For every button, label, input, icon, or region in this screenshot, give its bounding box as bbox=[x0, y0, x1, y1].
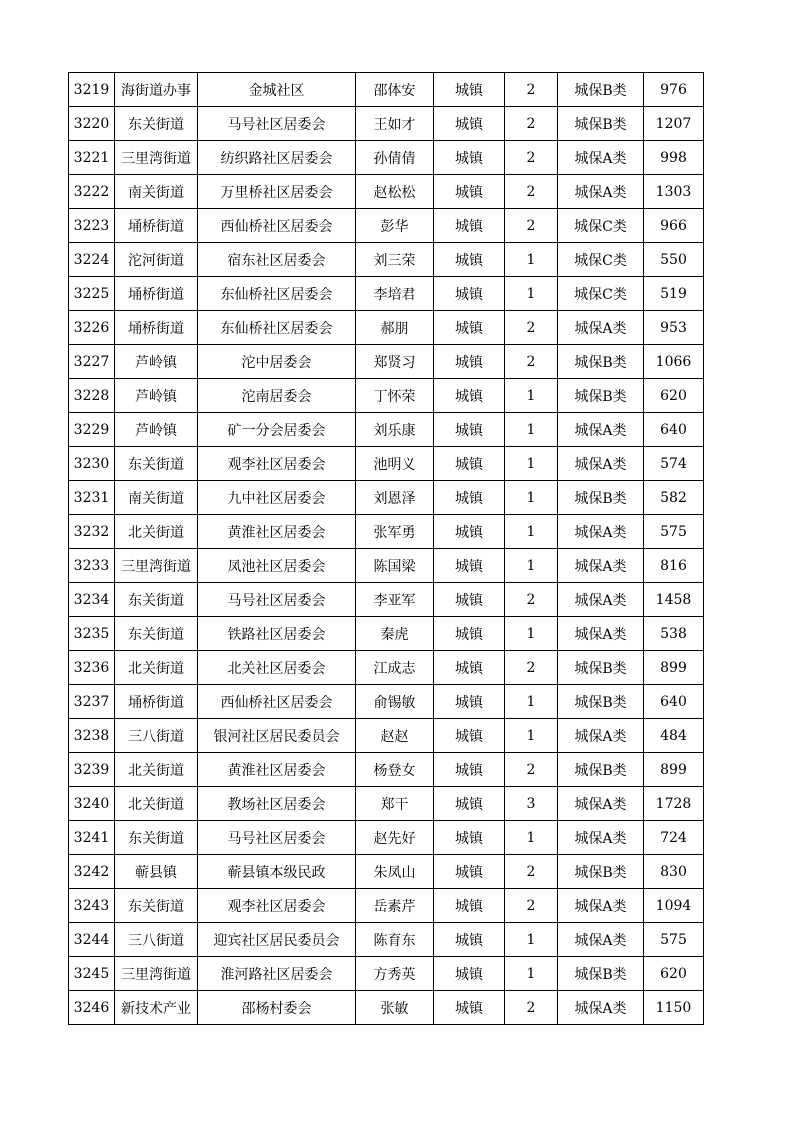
cell-amount: 538 bbox=[644, 617, 704, 651]
cell-community: 迎宾社区居民委员会 bbox=[198, 923, 356, 957]
cell-member-count: 1 bbox=[505, 821, 558, 855]
table-row bbox=[69, 481, 704, 515]
cell-id: 3221 bbox=[69, 141, 115, 175]
cell-member-count: 1 bbox=[505, 481, 558, 515]
cell-category: 城保B类 bbox=[558, 73, 644, 107]
cell-household-type: 城镇 bbox=[434, 923, 505, 957]
cell-name: 赵赵 bbox=[356, 719, 434, 753]
cell-member-count: 2 bbox=[505, 991, 558, 1025]
table-row bbox=[69, 345, 704, 379]
cell-name: 李亚军 bbox=[356, 583, 434, 617]
cell-street: 东关街道 bbox=[115, 583, 198, 617]
cell-street: 东关街道 bbox=[115, 107, 198, 141]
cell-name: 杨登女 bbox=[356, 753, 434, 787]
cell-household-type: 城镇 bbox=[434, 753, 505, 787]
table-row bbox=[69, 957, 704, 991]
cell-amount: 484 bbox=[644, 719, 704, 753]
table-row bbox=[69, 73, 704, 107]
table-row bbox=[69, 379, 704, 413]
cell-amount: 1303 bbox=[644, 175, 704, 209]
cell-community: 邵杨村委会 bbox=[198, 991, 356, 1025]
table-row bbox=[69, 447, 704, 481]
cell-category: 城保A类 bbox=[558, 889, 644, 923]
cell-name: 赵先好 bbox=[356, 821, 434, 855]
cell-id: 3245 bbox=[69, 957, 115, 991]
cell-category: 城保B类 bbox=[558, 481, 644, 515]
cell-street: 北关街道 bbox=[115, 651, 198, 685]
cell-id: 3230 bbox=[69, 447, 115, 481]
cell-name: 方秀英 bbox=[356, 957, 434, 991]
cell-amount: 620 bbox=[644, 379, 704, 413]
cell-amount: 620 bbox=[644, 957, 704, 991]
cell-household-type: 城镇 bbox=[434, 889, 505, 923]
cell-name: 陈育东 bbox=[356, 923, 434, 957]
cell-amount: 582 bbox=[644, 481, 704, 515]
cell-community: 黄淮社区居委会 bbox=[198, 753, 356, 787]
cell-amount: 899 bbox=[644, 651, 704, 685]
cell-name: 彭华 bbox=[356, 209, 434, 243]
cell-id: 3227 bbox=[69, 345, 115, 379]
cell-name: 岳素芹 bbox=[356, 889, 434, 923]
table-row bbox=[69, 685, 704, 719]
cell-id: 3222 bbox=[69, 175, 115, 209]
cell-street: 蕲县镇 bbox=[115, 855, 198, 889]
cell-category: 城保A类 bbox=[558, 617, 644, 651]
cell-street: 埇桥街道 bbox=[115, 209, 198, 243]
cell-household-type: 城镇 bbox=[434, 617, 505, 651]
cell-member-count: 1 bbox=[505, 379, 558, 413]
cell-street: 东关街道 bbox=[115, 617, 198, 651]
cell-street: 三里湾街道 bbox=[115, 957, 198, 991]
cell-member-count: 1 bbox=[505, 923, 558, 957]
cell-amount: 899 bbox=[644, 753, 704, 787]
cell-member-count: 1 bbox=[505, 685, 558, 719]
cell-name: 池明义 bbox=[356, 447, 434, 481]
cell-category: 城保A类 bbox=[558, 583, 644, 617]
cell-category: 城保A类 bbox=[558, 447, 644, 481]
cell-amount: 1066 bbox=[644, 345, 704, 379]
cell-id: 3238 bbox=[69, 719, 115, 753]
table-row bbox=[69, 753, 704, 787]
cell-street: 沱河街道 bbox=[115, 243, 198, 277]
cell-household-type: 城镇 bbox=[434, 685, 505, 719]
cell-member-count: 2 bbox=[505, 141, 558, 175]
table-row bbox=[69, 209, 704, 243]
cell-member-count: 1 bbox=[505, 957, 558, 991]
cell-street: 埇桥街道 bbox=[115, 311, 198, 345]
roster-table bbox=[68, 72, 704, 1025]
cell-name: 秦虎 bbox=[356, 617, 434, 651]
cell-amount: 574 bbox=[644, 447, 704, 481]
cell-category: 城保B类 bbox=[558, 685, 644, 719]
table-row bbox=[69, 787, 704, 821]
cell-amount: 976 bbox=[644, 73, 704, 107]
cell-street: 三里湾街道 bbox=[115, 549, 198, 583]
cell-category: 城保B类 bbox=[558, 957, 644, 991]
cell-street: 三里湾街道 bbox=[115, 141, 198, 175]
cell-amount: 1728 bbox=[644, 787, 704, 821]
cell-household-type: 城镇 bbox=[434, 719, 505, 753]
cell-id: 3234 bbox=[69, 583, 115, 617]
cell-amount: 998 bbox=[644, 141, 704, 175]
cell-name: 张敏 bbox=[356, 991, 434, 1025]
cell-name: 江成志 bbox=[356, 651, 434, 685]
cell-community: 黄淮社区居委会 bbox=[198, 515, 356, 549]
cell-name: 邵体安 bbox=[356, 73, 434, 107]
cell-household-type: 城镇 bbox=[434, 821, 505, 855]
cell-category: 城保A类 bbox=[558, 719, 644, 753]
cell-member-count: 1 bbox=[505, 243, 558, 277]
cell-id: 3228 bbox=[69, 379, 115, 413]
cell-name: 郑贤习 bbox=[356, 345, 434, 379]
table-row bbox=[69, 651, 704, 685]
table-row bbox=[69, 991, 704, 1025]
table-row bbox=[69, 719, 704, 753]
cell-street: 三八街道 bbox=[115, 719, 198, 753]
cell-name: 刘三荣 bbox=[356, 243, 434, 277]
cell-street-text: 新技术产业 bbox=[121, 1000, 191, 1017]
cell-street: 东关街道 bbox=[115, 889, 198, 923]
cell-category: 城保A类 bbox=[558, 311, 644, 345]
cell-member-count: 2 bbox=[505, 175, 558, 209]
cell-category: 城保C类 bbox=[558, 209, 644, 243]
cell-household-type: 城镇 bbox=[434, 447, 505, 481]
table-row bbox=[69, 889, 704, 923]
cell-id: 3242 bbox=[69, 855, 115, 889]
cell-category: 城保C类 bbox=[558, 243, 644, 277]
table-row bbox=[69, 583, 704, 617]
cell-id: 3243 bbox=[69, 889, 115, 923]
table-row bbox=[69, 243, 704, 277]
table-row bbox=[69, 141, 704, 175]
cell-community: 万里桥社区居委会 bbox=[198, 175, 356, 209]
cell-member-count: 1 bbox=[505, 277, 558, 311]
cell-member-count: 2 bbox=[505, 651, 558, 685]
cell-id: 3244 bbox=[69, 923, 115, 957]
cell-name: 丁怀荣 bbox=[356, 379, 434, 413]
cell-amount: 1094 bbox=[644, 889, 704, 923]
table-row bbox=[69, 821, 704, 855]
cell-id: 3224 bbox=[69, 243, 115, 277]
cell-category: 城保B类 bbox=[558, 855, 644, 889]
cell-household-type: 城镇 bbox=[434, 515, 505, 549]
cell-member-count: 1 bbox=[505, 447, 558, 481]
table-row bbox=[69, 855, 704, 889]
roster-table-container bbox=[68, 72, 704, 1025]
table-row bbox=[69, 515, 704, 549]
cell-amount: 640 bbox=[644, 685, 704, 719]
cell-household-type: 城镇 bbox=[434, 243, 505, 277]
cell-community: 马号社区居委会 bbox=[198, 583, 356, 617]
cell-amount: 816 bbox=[644, 549, 704, 583]
cell-community: 观李社区居委会 bbox=[198, 889, 356, 923]
cell-member-count: 2 bbox=[505, 583, 558, 617]
cell-member-count: 1 bbox=[505, 413, 558, 447]
cell-street bbox=[115, 73, 198, 107]
cell-amount: 1458 bbox=[644, 583, 704, 617]
cell-community: 银河社区居民委员会 bbox=[198, 719, 356, 753]
cell-community: 沱中居委会 bbox=[198, 345, 356, 379]
cell-id: 3223 bbox=[69, 209, 115, 243]
cell-category: 城保B类 bbox=[558, 107, 644, 141]
cell-community: 纺织路社区居委会 bbox=[198, 141, 356, 175]
cell-community: 凤池社区居委会 bbox=[198, 549, 356, 583]
cell-household-type: 城镇 bbox=[434, 175, 505, 209]
table-row bbox=[69, 107, 704, 141]
cell-category: 城保A类 bbox=[558, 515, 644, 549]
cell-street: 北关街道 bbox=[115, 515, 198, 549]
cell-street: 北关街道 bbox=[115, 753, 198, 787]
cell-household-type: 城镇 bbox=[434, 481, 505, 515]
cell-name: 张军勇 bbox=[356, 515, 434, 549]
cell-name: 王如才 bbox=[356, 107, 434, 141]
cell-street: 东关街道 bbox=[115, 821, 198, 855]
cell-name: 俞锡敏 bbox=[356, 685, 434, 719]
table-row bbox=[69, 617, 704, 651]
cell-name: 陈国梁 bbox=[356, 549, 434, 583]
cell-amount: 830 bbox=[644, 855, 704, 889]
cell-name: 朱凤山 bbox=[356, 855, 434, 889]
cell-community: 北关社区居委会 bbox=[198, 651, 356, 685]
cell-name: 孙倩倩 bbox=[356, 141, 434, 175]
cell-member-count: 2 bbox=[505, 345, 558, 379]
cell-community: 金城社区 bbox=[198, 73, 356, 107]
cell-community: 西仙桥社区居委会 bbox=[198, 685, 356, 719]
cell-member-count: 3 bbox=[505, 787, 558, 821]
cell-id: 3233 bbox=[69, 549, 115, 583]
cell-category: 城保A类 bbox=[558, 413, 644, 447]
cell-amount: 1150 bbox=[644, 991, 704, 1025]
cell-amount: 1207 bbox=[644, 107, 704, 141]
cell-amount: 575 bbox=[644, 515, 704, 549]
cell-name: 赵松松 bbox=[356, 175, 434, 209]
cell-name: 李培君 bbox=[356, 277, 434, 311]
cell-category: 城保A类 bbox=[558, 787, 644, 821]
cell-household-type: 城镇 bbox=[434, 379, 505, 413]
cell-id: 3236 bbox=[69, 651, 115, 685]
cell-household-type: 城镇 bbox=[434, 209, 505, 243]
cell-amount: 966 bbox=[644, 209, 704, 243]
cell-community: 西仙桥社区居委会 bbox=[198, 209, 356, 243]
cell-member-count: 2 bbox=[505, 855, 558, 889]
cell-category: 城保B类 bbox=[558, 753, 644, 787]
cell-member-count: 2 bbox=[505, 209, 558, 243]
cell-id: 3246 bbox=[69, 991, 115, 1025]
cell-category: 城保B类 bbox=[558, 379, 644, 413]
cell-category: 城保A类 bbox=[558, 141, 644, 175]
table-row bbox=[69, 413, 704, 447]
cell-street: 芦岭镇 bbox=[115, 413, 198, 447]
table-row bbox=[69, 923, 704, 957]
cell-name: 刘恩泽 bbox=[356, 481, 434, 515]
cell-household-type: 城镇 bbox=[434, 311, 505, 345]
cell-id: 3235 bbox=[69, 617, 115, 651]
cell-amount: 953 bbox=[644, 311, 704, 345]
cell-member-count: 2 bbox=[505, 107, 558, 141]
table-row bbox=[69, 549, 704, 583]
cell-category: 城保A类 bbox=[558, 923, 644, 957]
cell-household-type: 城镇 bbox=[434, 787, 505, 821]
cell-category: 城保B类 bbox=[558, 345, 644, 379]
cell-community: 蕲县镇本级民政 bbox=[198, 855, 356, 889]
cell-amount: 724 bbox=[644, 821, 704, 855]
cell-category: 城保C类 bbox=[558, 277, 644, 311]
cell-member-count: 2 bbox=[505, 73, 558, 107]
cell-street: 三八街道 bbox=[115, 923, 198, 957]
cell-id: 3225 bbox=[69, 277, 115, 311]
cell-household-type: 城镇 bbox=[434, 583, 505, 617]
cell-category: 城保A类 bbox=[558, 821, 644, 855]
cell-household-type: 城镇 bbox=[434, 345, 505, 379]
cell-household-type: 城镇 bbox=[434, 107, 505, 141]
cell-household-type: 城镇 bbox=[434, 855, 505, 889]
cell-id: 3229 bbox=[69, 413, 115, 447]
cell-community: 九中社区居委会 bbox=[198, 481, 356, 515]
cell-household-type: 城镇 bbox=[434, 549, 505, 583]
cell-household-type: 城镇 bbox=[434, 73, 505, 107]
cell-street: 埇桥街道 bbox=[115, 277, 198, 311]
cell-community: 东仙桥社区居委会 bbox=[198, 277, 356, 311]
cell-community: 铁路社区居委会 bbox=[198, 617, 356, 651]
cell-id: 3220 bbox=[69, 107, 115, 141]
cell-member-count: 1 bbox=[505, 617, 558, 651]
cell-community: 观李社区居委会 bbox=[198, 447, 356, 481]
cell-household-type: 城镇 bbox=[434, 651, 505, 685]
cell-category: 城保A类 bbox=[558, 549, 644, 583]
table-body bbox=[69, 73, 704, 1025]
cell-member-count: 2 bbox=[505, 889, 558, 923]
table-row bbox=[69, 175, 704, 209]
cell-community: 教场社区居委会 bbox=[198, 787, 356, 821]
cell-community: 马号社区居委会 bbox=[198, 821, 356, 855]
cell-street: 芦岭镇 bbox=[115, 379, 198, 413]
cell-member-count: 2 bbox=[505, 311, 558, 345]
cell-amount: 640 bbox=[644, 413, 704, 447]
cell-household-type: 城镇 bbox=[434, 413, 505, 447]
cell-street: 南关街道 bbox=[115, 481, 198, 515]
cell-name: 郝朋 bbox=[356, 311, 434, 345]
cell-id: 3219 bbox=[69, 73, 115, 107]
cell-category: 城保A类 bbox=[558, 175, 644, 209]
cell-category: 城保A类 bbox=[558, 991, 644, 1025]
cell-street bbox=[115, 991, 198, 1025]
cell-id: 3231 bbox=[69, 481, 115, 515]
cell-id: 3237 bbox=[69, 685, 115, 719]
cell-amount: 519 bbox=[644, 277, 704, 311]
cell-id: 3232 bbox=[69, 515, 115, 549]
cell-name: 刘乐康 bbox=[356, 413, 434, 447]
cell-household-type: 城镇 bbox=[434, 957, 505, 991]
cell-street: 南关街道 bbox=[115, 175, 198, 209]
cell-community: 宿东社区居委会 bbox=[198, 243, 356, 277]
cell-category: 城保B类 bbox=[558, 651, 644, 685]
cell-id: 3239 bbox=[69, 753, 115, 787]
cell-community: 淮河路社区居委会 bbox=[198, 957, 356, 991]
cell-street: 芦岭镇 bbox=[115, 345, 198, 379]
cell-community: 矿一分会居委会 bbox=[198, 413, 356, 447]
cell-id: 3241 bbox=[69, 821, 115, 855]
table-row bbox=[69, 277, 704, 311]
cell-street-text: 海街道办事 bbox=[121, 82, 191, 99]
cell-community: 沱南居委会 bbox=[198, 379, 356, 413]
cell-household-type: 城镇 bbox=[434, 991, 505, 1025]
cell-member-count: 1 bbox=[505, 719, 558, 753]
cell-name: 郑干 bbox=[356, 787, 434, 821]
cell-id: 3240 bbox=[69, 787, 115, 821]
cell-community: 东仙桥社区居委会 bbox=[198, 311, 356, 345]
cell-amount: 550 bbox=[644, 243, 704, 277]
cell-household-type: 城镇 bbox=[434, 141, 505, 175]
cell-community: 马号社区居委会 bbox=[198, 107, 356, 141]
cell-member-count: 1 bbox=[505, 515, 558, 549]
table-row bbox=[69, 311, 704, 345]
cell-amount: 575 bbox=[644, 923, 704, 957]
cell-member-count: 1 bbox=[505, 549, 558, 583]
cell-street: 东关街道 bbox=[115, 447, 198, 481]
cell-household-type: 城镇 bbox=[434, 277, 505, 311]
cell-id: 3226 bbox=[69, 311, 115, 345]
cell-street: 北关街道 bbox=[115, 787, 198, 821]
cell-member-count: 2 bbox=[505, 753, 558, 787]
cell-street: 埇桥街道 bbox=[115, 685, 198, 719]
